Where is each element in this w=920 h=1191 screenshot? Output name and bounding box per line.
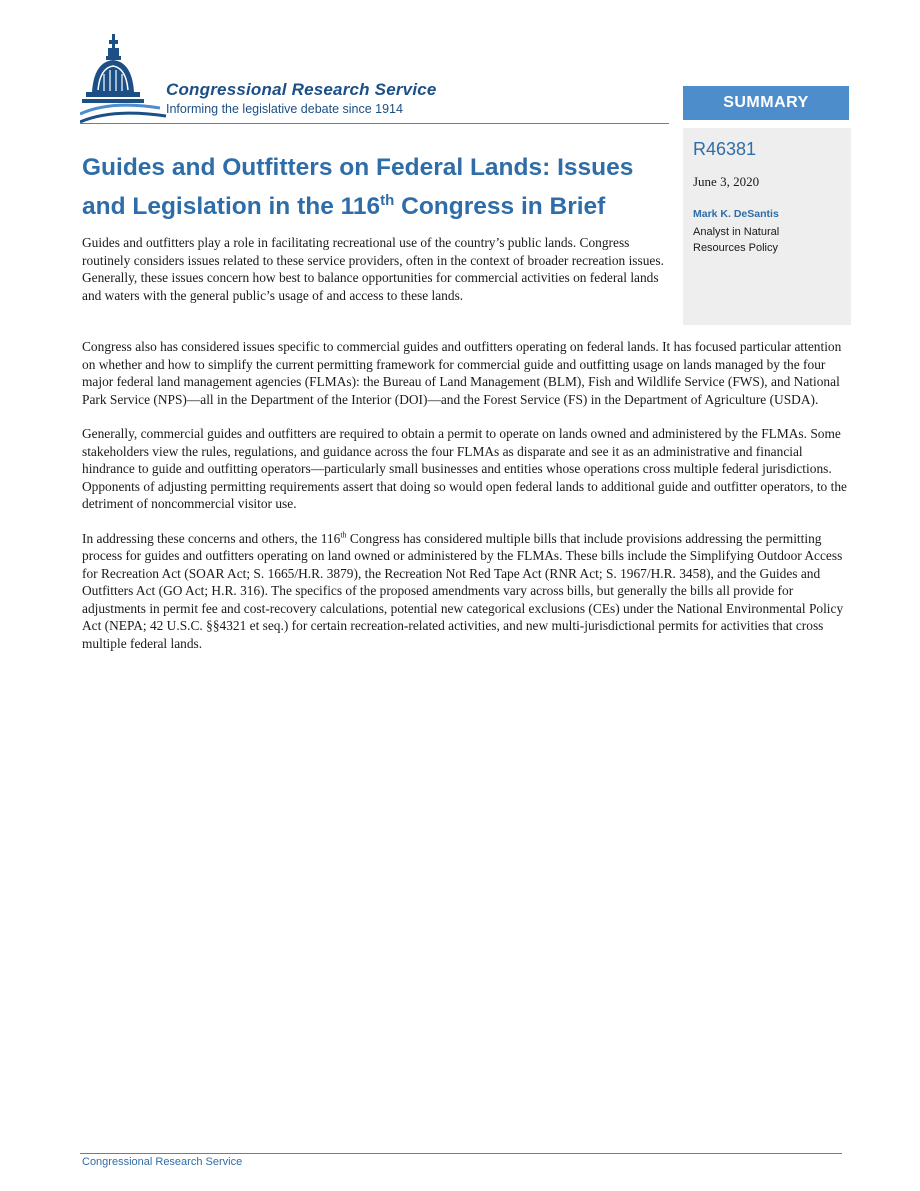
summary-tab: SUMMARY [683,86,849,120]
paragraph-3: Generally, commercial guides and outfitters are required to obtain a permit to operate on lands owned and administered by the FLMAs. Some stakeholders view the rules, regulations, and guidance across the four FLMAs as disparate and see it as an administrative and financial hindrance to guide and outfitting operators—particularly small businesses and entities whose operations cross multiple federal jurisdictions. Opponents of adjusting permitting requirements assert that doing so would open federal lands to additional guide and outfitter operators, to the detriment of noncommercial visitor use. [82,426,847,511]
title-text-main: Guides and Outfitters on Federal Lands: Issues and Legislation in the 116 [82,154,634,220]
title-superscript: th [380,191,395,209]
crs-logo [80,34,680,126]
report-number: R46381 [693,139,757,159]
paragraph-4-rest: Congress has considered multiple bills that include provisions addressing the permitting process for guides and outfitters operating on land owned or administered by the FLMAs. These bills include the Simplifying Outdoor Access for Recreation Act (SOAR Act; S. 1665/H.R. 3879), the Recreation Not Red Tape Act (RNR Act; S. 1967/H.R. 3458), and the Guides and Outfitters Act (GO Act; H.R. 316). The specifics of the proposed amendments vary across bills, but generally the bills all provide for adjustments in permit fee and cost-recovery calculations, potential new categorical exclusions (CEs) under the National Environmental Policy Act (NEPA; 42 U.S.C. §§4321 et seq.) for certain recreation-related activities, and new multi-jurisdictional permits for activities that cross multiple federal lands. [82,530,844,651]
capitol-dome-icon [80,34,170,126]
paragraph-4-start: In addressing these concerns and others, the 116 [82,530,341,546]
author-name: Mark K. DeSantis [693,208,779,220]
author-title: Analyst in Natural Resources Policy [693,226,780,254]
page-title [82,148,672,226]
paragraph-4-superscript: th [340,530,347,540]
paragraph-2: Congress also has considered issues specific to commercial guides and outfitters operating on federal lands. It has focused particular attention on whether and how to simplify the current permitting framework for commercial guide and outfitting usage on lands managed by the four major federal land management agencies (FLMAs): the Bureau of Land Management (BLM), Fish and Wildlife Service (FWS), and National Park Service (NPS)—all in the Department of the Interior (DOI)—and the Forest Service (FS) in the Department of Agriculture (USDA). [82,339,842,407]
paragraph-4 [82,530,850,653]
footer-text: Congressional Research Service [82,1156,243,1168]
intro-section [82,234,672,304]
org-name: Congressional Research Service [166,80,437,99]
report-sidebar [683,128,851,325]
body-section [82,338,850,652]
title-text-end: Congress in Brief [394,193,606,220]
header-divider [80,123,669,124]
report-date: June 3, 2020 [693,174,760,189]
org-tagline: Informing the legislative debate since 1914 [166,102,403,116]
paragraph-1: Guides and outfitters play a role in facilitating recreational use of the country’s public lands. Congress routinely considers issues related to these service providers, often in the context of broader recreation issues. Generally, these issues concern how best to balance opportunities for commercial activities on federal lands and waters with the general public’s usage of and access to these lands. [82,235,664,303]
footer-divider [80,1153,842,1154]
